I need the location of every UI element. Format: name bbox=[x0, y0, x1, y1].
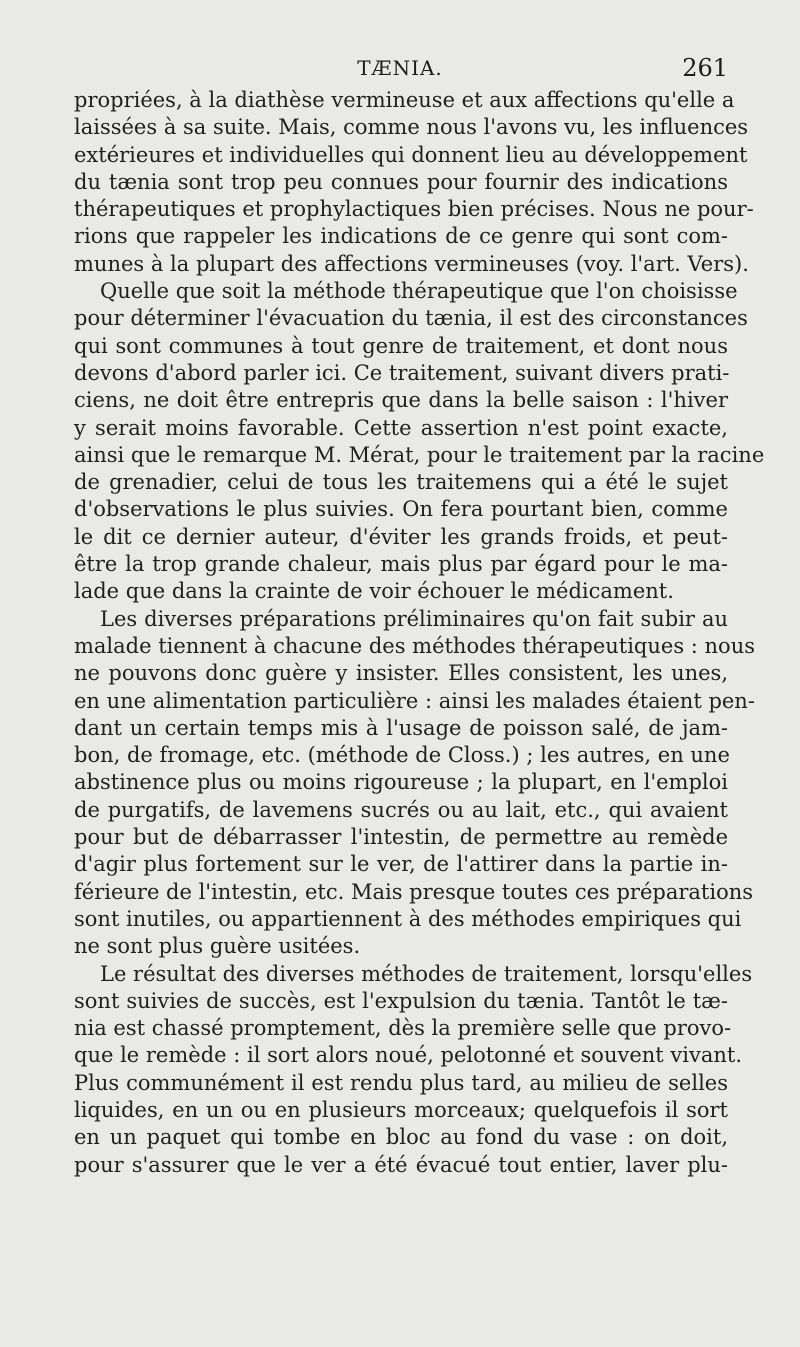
text-line: rions que rappeler les indications de ce genre qui sont com- bbox=[74, 224, 728, 249]
text-line: ne pouvons donc guère y insister. Elles consistent, les unes, bbox=[74, 661, 728, 686]
text-line: Plus communément il est rendu plus tard, au milieu de selles bbox=[74, 1070, 728, 1095]
text-line: ne sont plus guère usitées. bbox=[74, 934, 361, 959]
text-line: sont suivies de succès, est l'expulsion du tænia. Tantôt le tæ- bbox=[74, 988, 728, 1013]
text-line: que le remède : il sort alors noué, pelotonné et souvent vivant. bbox=[74, 1043, 743, 1068]
text-line: abstinence plus ou moins rigoureuse ; la plupart, en l'emploi bbox=[74, 770, 728, 795]
text-line: du tænia sont trop peu connues pour fournir des indications bbox=[74, 169, 728, 194]
page-number: 261 bbox=[682, 54, 728, 82]
text-line: de grenadier, celui de tous les traitemens qui a été le sujet bbox=[74, 470, 728, 495]
text-line: ciens, ne doit être entrepris que dans la belle saison : l'hiver bbox=[74, 388, 728, 413]
text-line: sont inutiles, ou appartiennent à des méthodes empiriques qui bbox=[74, 906, 742, 931]
text-line: thérapeutiques et prophylactiques bien précises. Nous ne pour- bbox=[74, 197, 754, 222]
text-line: y serait moins favorable. Cette assertion n'est point exacte, bbox=[74, 415, 728, 440]
text-line: le dit ce dernier auteur, d'éviter les grands froids, et peut- bbox=[74, 524, 728, 549]
text-line: en une alimentation particulière : ainsi les malades étaient pen- bbox=[74, 688, 755, 713]
running-head: TÆNIA. bbox=[357, 56, 443, 80]
text-line: Les diverses préparations préliminaires qu'on fait subir au bbox=[100, 606, 728, 631]
text-line: bon, de fromage, etc. (méthode de Closs.) ; les autres, en une bbox=[74, 743, 730, 768]
text-line: d'observations le plus suivies. On fera pourtant bien, comme bbox=[74, 497, 728, 522]
body-text bbox=[74, 87, 765, 1179]
text-line: d'agir plus fortement sur le ver, de l'attirer dans la partie in- bbox=[74, 852, 728, 877]
text-line: liquides, en un ou en plusieurs morceaux; quelquefois il sort bbox=[74, 1097, 728, 1122]
text-line: pour but de débarrasser l'intestin, de permettre au remède bbox=[74, 825, 728, 850]
text-line: être la trop grande chaleur, mais plus par égard pour le ma- bbox=[74, 552, 728, 577]
text-line: lade que dans la crainte de voir échouer le médicament. bbox=[74, 579, 674, 604]
text-line: malade tiennent à chacune des méthodes thérapeutiques : nous bbox=[74, 633, 755, 658]
text-line: de purgatifs, de lavemens sucrés ou au lait, etc., qui avaient bbox=[74, 797, 728, 822]
text-line: en un paquet qui tombe en bloc au fond du vase : on doit, bbox=[74, 1125, 728, 1150]
text-line: munes à la plupart des affections vermineuses (voy. l'art. Vers). bbox=[74, 251, 749, 276]
text-line: dant un certain temps mis à l'usage de poisson salé, de jam- bbox=[74, 715, 728, 740]
text-line: ainsi que le remarque M. Mérat, pour le traitement par la racine bbox=[74, 442, 765, 467]
text-line: pour s'assurer que le ver a été évacué tout entier, laver plu- bbox=[74, 1152, 728, 1177]
text-line: pour déterminer l'évacuation du tænia, il est des circonstances bbox=[74, 306, 748, 331]
text-line: devons d'abord parler ici. Ce traitement, suivant divers prati- bbox=[74, 360, 730, 385]
page-header bbox=[72, 54, 728, 84]
text-line: propriées, à la diathèse vermineuse et aux affections qu'elle a bbox=[74, 88, 735, 112]
text-line: Le résultat des diverses méthodes de traitement, lorsqu'elles bbox=[100, 961, 753, 986]
text-line: extérieures et individuelles qui donnent lieu au développement bbox=[74, 142, 748, 167]
text-line: laissées à sa suite. Mais, comme nous l'avons vu, les influences bbox=[74, 115, 749, 140]
text-line: Quelle que soit la méthode thérapeutique que l'on choisisse bbox=[100, 279, 738, 304]
text-line: nia est chassé promptement, dès la première selle que provo- bbox=[74, 1016, 732, 1041]
text-line: qui sont communes à tout genre de traitement, et dont nous bbox=[74, 333, 728, 358]
text-line: férieure de l'intestin, etc. Mais presque toutes ces préparations bbox=[74, 879, 754, 904]
